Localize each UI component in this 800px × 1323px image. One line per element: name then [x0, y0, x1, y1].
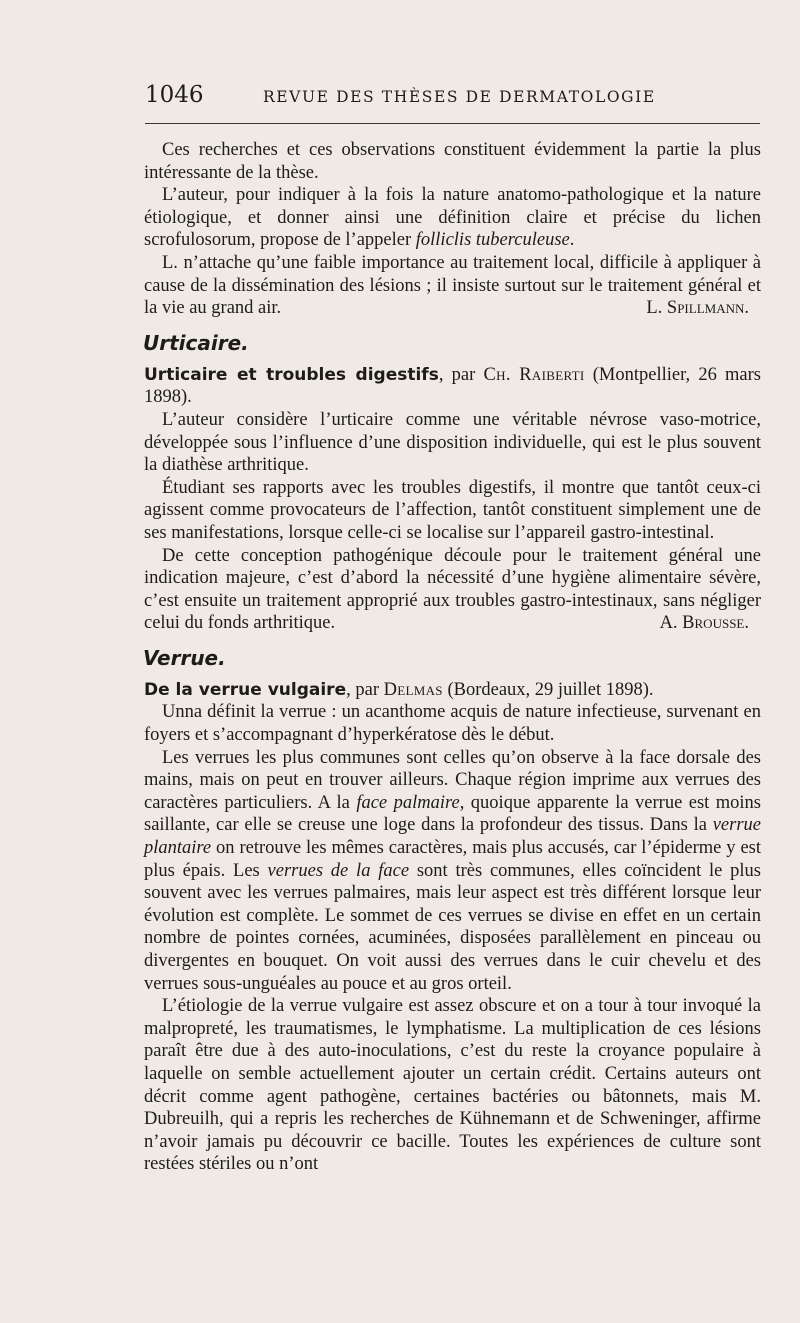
text-run: Les verrues les plus communes sont celles qu’on observe à la face dorsale des mains, mais on peut en trouver ailleurs. Chaque région imprime aux verrues des caractères particuliers. A la: [144, 747, 761, 813]
entry-title: De la verrue vulgaire: [144, 679, 347, 700]
thesis-entry: [144, 679, 761, 702]
paragraph: Unna définit la verrue : un acanthome acquis de nature infectieuse, survenant en foyers et s’accompagnant d’hyperkératose dès le début.: [144, 702, 761, 746]
text-run: De cette conception pathogénique découle pour le traitement général une indication majeure, c’est d’abord la nécessité d’une hygiène alimentaire sévère, c’est ensuite un traitement approprié aux troubles gastro-intestinaux, sans négliger celui du fonds arthritique.: [144, 545, 761, 634]
italic-term: verrues de la face: [267, 860, 410, 881]
paragraph: Étudiant ses rapports avec les troubles digestifs, il montre que tantôt ceux-ci agissent comme provocateurs de l’affection, tantôt constituent simplement une de ses manifestations, lorsque celle-ci se localise sur l’appareil gastro-intestinal.: [144, 477, 761, 543]
text-run: sont très communes, elles coïncident le plus souvent avec les verrues palmaires, mais leur aspect est très différent lorsque leur évolution est complète. Le sommet de ces verrues se divise en effet en un certain nombre de pointes cornées, acuminées, disposées parallèlement en pinceau ou divergentes en bouquet. On voit aussi des verrues dans le cuir chevelu et des verrues sous-unguéales au pouce et au gros orteil.: [144, 860, 761, 994]
paragraph: [144, 184, 761, 252]
paragraph: L’auteur considère l’urticaire comme une véritable névrose vaso-motrice, développée sous l’influence d’une disposition individuelle, qui est le plus souvent la diathèse arthritique.: [144, 409, 761, 476]
paragraph: Ces recherches et ces observations constituent évidemment la partie la plus intéressante de la thèse.: [144, 140, 761, 183]
text-run: .: [569, 230, 575, 251]
paragraph: [144, 545, 761, 635]
italic-term: folliclis tuberculeuse: [415, 230, 570, 251]
page-header: [145, 82, 760, 112]
entry-author: Delmas: [383, 679, 443, 700]
section-heading-verrue: Verrue.: [143, 645, 226, 670]
thesis-entry: [144, 364, 761, 409]
text-run: on retrouve les mêmes caractères, mais plus accusés, car l’épiderme y est plus épais. Les: [144, 838, 761, 881]
text-run: , par: [438, 364, 484, 385]
paragraph: [144, 747, 761, 996]
italic-term: face palmaire: [356, 792, 460, 813]
paragraph: L’étiologie de la verrue vulgaire est assez obscure et on a tour à tour invoqué la malpropreté, les traumatismes, le lymphatisme. La multiplication de ces lésions paraît être due à des auto-inoculations, c’est du reste la croyance populaire à laquelle on semble actuellement ajouter un certain crédit. Certains auteurs ont décrit comme agent pathogène, certaines bactéries ou bâtonnets, mais M. Dubreuilh, qui a repris les recherches de Kühnemann et de Schweninger, affirme n’avoir jamais pu découvrir ce bacille. Toutes les expériences de culture sont restées stériles ou n’ont: [144, 996, 761, 1175]
page-body: [144, 139, 761, 1176]
paragraph: [144, 252, 761, 320]
text-run: L’auteur, pour indiquer à la fois la nature anatomo-pathologique et la nature étiologique, et donner ainsi une définition claire et précise du lichen scrofulosorum, propose de l’appeler: [144, 185, 761, 251]
entry-author: Ch. Raiberti: [483, 364, 585, 385]
page-number: 1046: [145, 82, 204, 108]
signature: L. Spillmann.: [646, 298, 749, 319]
header-rule: [145, 123, 760, 124]
section-heading-urticaire: Urticaire.: [143, 330, 249, 355]
italic-term: verrue plantaire: [144, 815, 761, 859]
text-run: , par: [346, 679, 384, 700]
entry-title: Urticaire et troubles digestifs: [144, 364, 439, 385]
text-run: (Montpellier, 26 mars 1898).: [144, 364, 762, 408]
running-title: REVUE DES THÈSES DE DERMATOLOGIE: [263, 88, 656, 106]
text-run: (Bordeaux, 29 juillet 1898).: [442, 679, 654, 700]
signature: A. Brousse.: [659, 613, 749, 634]
text-run: L. n’attache qu’une faible importance au traitement local, difficile à appliquer à cause de la dissémination des lésions ; il insiste surtout sur le traitement général et la vie au grand air.: [144, 252, 761, 319]
text-run: , quoique apparente la verrue est moins saillante, car elle se creuse une loge dans la profondeur des tissus. Dans la: [144, 792, 762, 836]
